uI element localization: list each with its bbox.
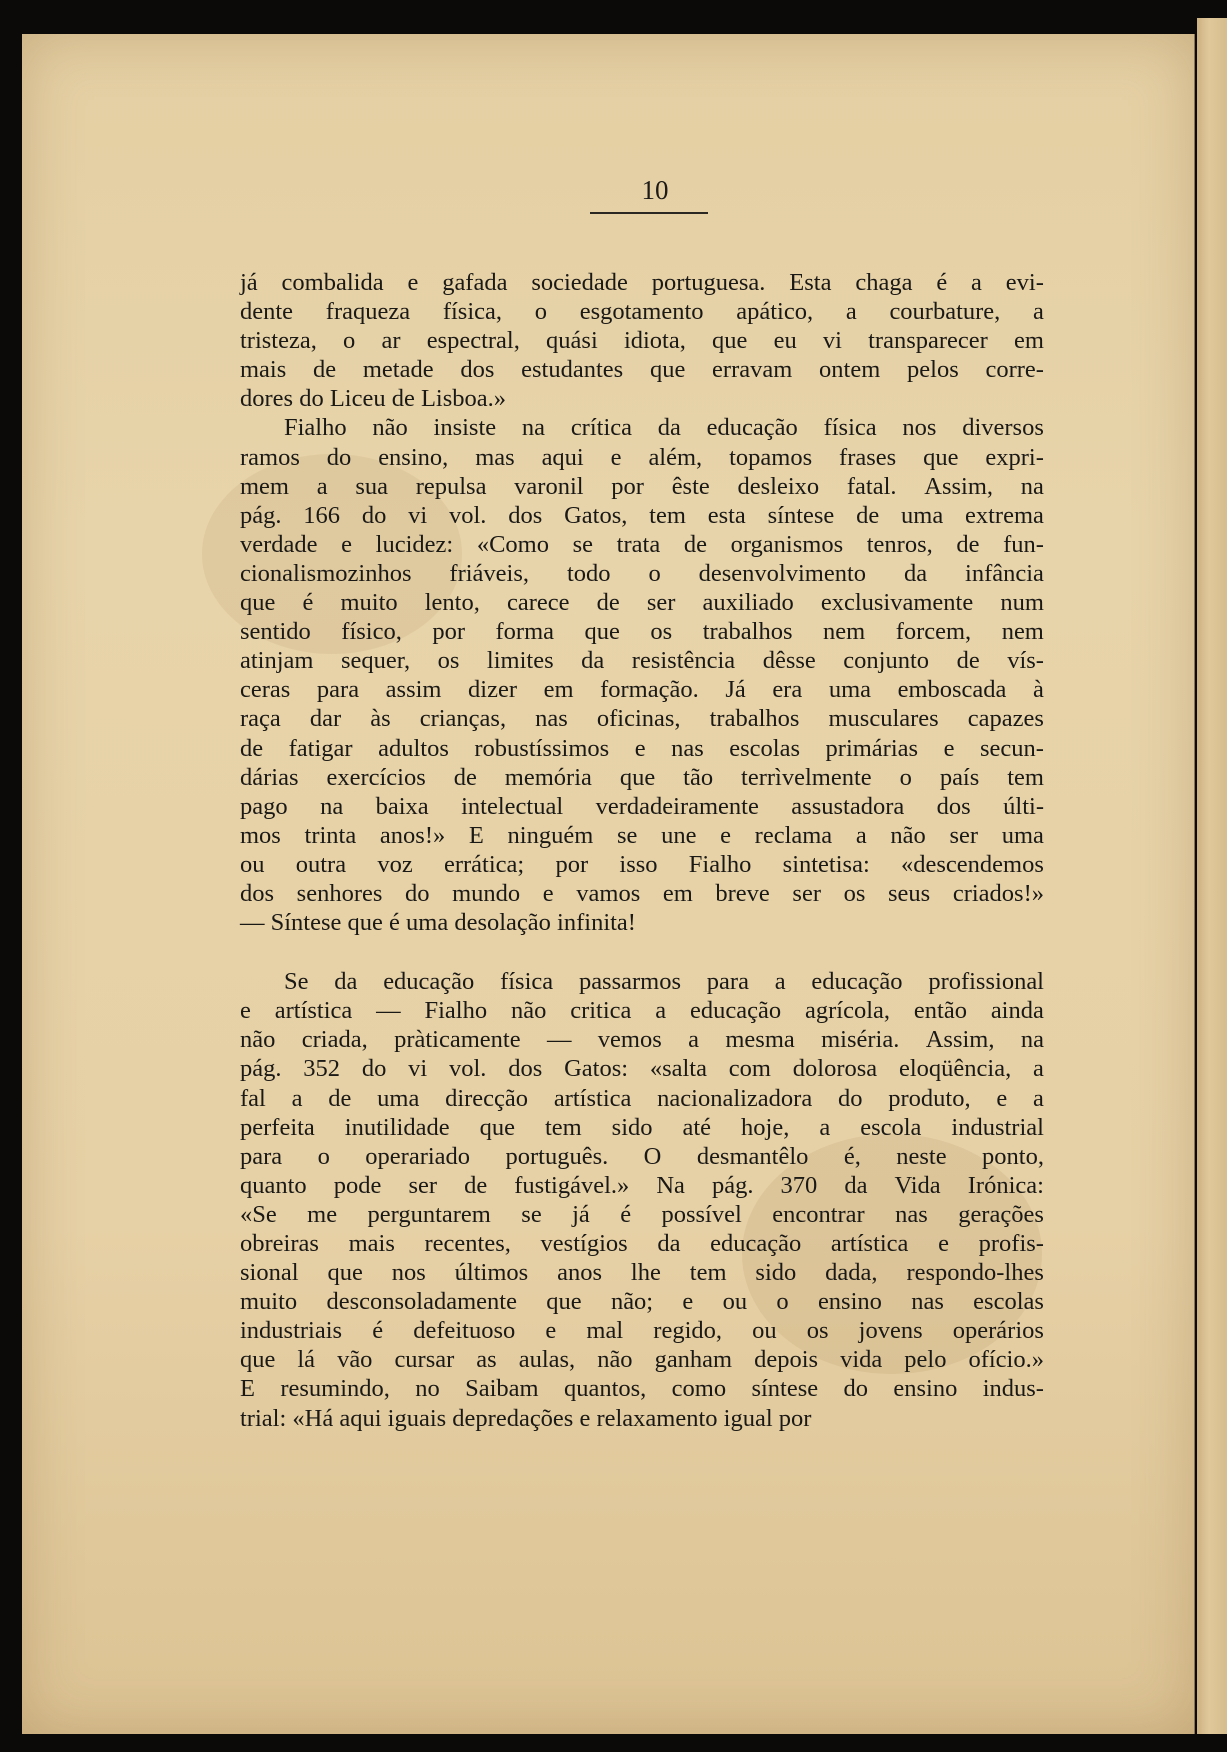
text-line: cionalismozinhos friáveis, todo o desenvolvimento da infância: [240, 559, 1044, 587]
text-line: industriais é defeituoso e mal regido, ou os jovens operários: [240, 1317, 1044, 1345]
text-line: Fialho não insiste na crítica da educação física nos diversos: [284, 414, 1044, 442]
paragraph: [240, 967, 1044, 1433]
text-line: E resumindo, no Saibam quantos, como síntese do ensino indus-: [240, 1375, 1044, 1403]
text-line: atinjam sequer, os limites da resistência dêsse conjunto de vís-: [240, 647, 1044, 675]
text-line: para o operariado português. O desmantêlo é, neste ponto,: [240, 1142, 1044, 1170]
text-line: e artística — Fialho não critica a educação agrícola, então ainda: [240, 997, 1044, 1025]
text-line: dente fraqueza física, o esgotamento apático, a courbature, a: [240, 298, 1044, 326]
text-line: fal a de uma direcção artística nacionalizadora do produto, e a: [240, 1084, 1044, 1112]
paragraph: [240, 268, 1044, 413]
text-line: de fatigar adultos robustíssimos e nas escolas primárias e secun-: [240, 734, 1044, 762]
text-line: já combalida e gafada sociedade portuguesa. Esta chaga é a evi-: [240, 269, 1044, 296]
page-number: 10: [641, 175, 669, 205]
page-edge: [1197, 18, 1227, 1734]
text-line: mais de metade dos estudantes que erravam ontem pelos corre-: [240, 356, 1044, 384]
paragraph: [240, 413, 1044, 937]
text-line: «Se me perguntarem se já é possível encontrar nas gerações: [240, 1200, 1044, 1228]
text-line: sional que nos últimos anos lhe tem sido dada, respondo-lhes: [240, 1259, 1044, 1287]
text-line: Se da educação física passarmos para a educação profissional: [284, 968, 1044, 996]
text-line: obreiras mais recentes, vestígios da educação artística e profis-: [240, 1230, 1044, 1257]
text-line: verdade e lucidez: «Como se trata de organismos tenros, de fun-: [240, 530, 1044, 558]
text-line: ramos do ensino, mas aqui e além, topamos frases que expri-: [240, 443, 1044, 471]
text-line: trial: «Há aqui iguais depredações e relaxamento igual por: [240, 1404, 812, 1432]
text-line: muito desconsoladamente que não; e ou o ensino nas escolas: [240, 1288, 1044, 1316]
text-line: — Síntese que é uma desolação infinita!: [240, 909, 636, 937]
text-line: que lá vão cursar as aulas, não ganham depois vida pelo ofício.»: [240, 1346, 1044, 1374]
text-line: quanto pode ser de fustigável.» Na pág. 370 da Vida Irónica:: [240, 1171, 1044, 1199]
text-line: ou outra voz errática; por isso Fialho sintetisa: «descendemos: [240, 850, 1044, 878]
text-line: perfeita inutilidade que tem sido até hoje, a escola industrial: [240, 1113, 1044, 1141]
text-line: não criada, pràticamente — vemos a mesma miséria. Assim, na: [240, 1026, 1044, 1054]
text-line: dores do Liceu de Lisboa.»: [240, 385, 507, 413]
page-number-rule: [590, 212, 708, 214]
text-line: pág. 166 do vi vol. dos Gatos, tem esta síntese de uma extrema: [240, 501, 1044, 529]
text-line: pago na baixa intelectual verdadeiramente assustadora dos últi-: [240, 792, 1044, 820]
text-line: tristeza, o ar espectral, quási idiota, que eu vi transparecer em: [240, 327, 1044, 355]
text-line: raça dar às crianças, nas oficinas, trabalhos musculares capazes: [240, 705, 1044, 733]
body-text: [240, 268, 1044, 1433]
paragraph-gap: [240, 937, 1044, 967]
text-line: ceras para assim dizer em formação. Já era uma emboscada à: [240, 676, 1044, 704]
text-line: sentido físico, por forma que os trabalhos nem forcem, nem: [240, 618, 1044, 646]
text-line: mos trinta anos!» E ninguém se une e reclama a não ser uma: [240, 821, 1044, 849]
text-line: dos senhores do mundo e vamos em breve ser os seus criados!»: [240, 879, 1044, 907]
text-line: que é muito lento, carece de ser auxiliado exclusivamente num: [240, 589, 1044, 617]
text-line: mem a sua repulsa varonil por êste desleixo fatal. Assim, na: [240, 472, 1044, 500]
text-line: pág. 352 do vi vol. dos Gatos: «salta com dolorosa eloqüência, a: [240, 1055, 1044, 1083]
text-line: dárias exercícios de memória que tão terrìvelmente o país tem: [240, 763, 1044, 791]
